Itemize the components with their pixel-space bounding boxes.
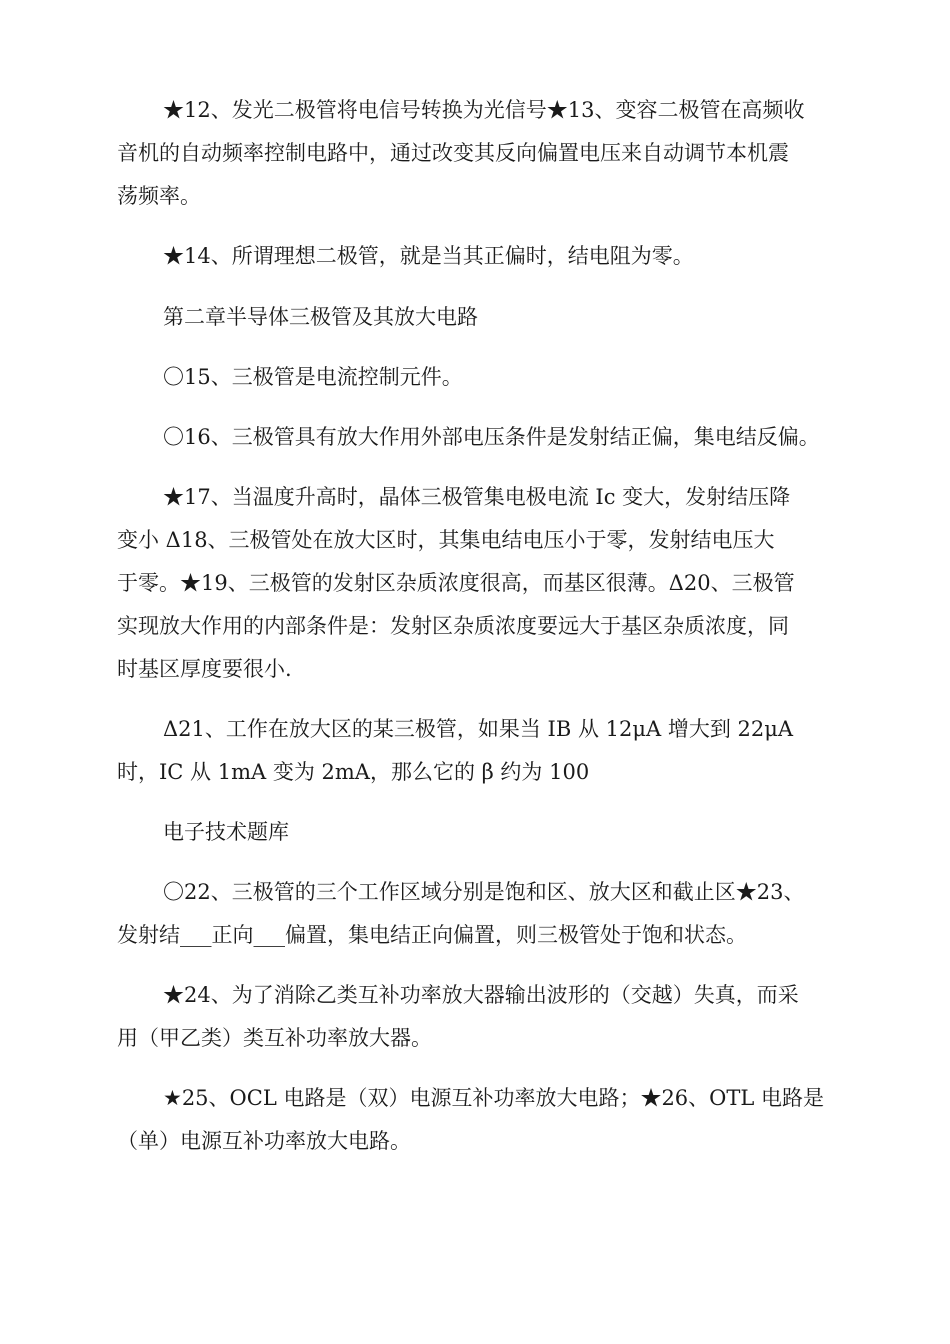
text-line: Δ21、工作在放大区的某三极管，如果当 IB 从 12μA 增大到 22μA (163, 717, 794, 741)
text-line: ★25、OCL 电路是（双）电源互补功率放大电路；★26、OTL 电路是 (163, 1086, 825, 1110)
text-line: 时，IC 从 1mA 变为 2mA，那么它的 β 约为 100 (117, 760, 590, 784)
text-line: 实现放大作用的内部条件是：发射区杂质浓度要远大于基区杂质浓度，同 (117, 614, 789, 638)
text-line: ★17、当温度升高时，晶体三极管集电极电流 Ic 变大，发射结压降 (163, 485, 791, 509)
text-line: （单）电源互补功率放大电路。 (117, 1129, 411, 1153)
text-line: 时基区厚度要很小. (117, 657, 292, 681)
text-line: 发射结___正向___偏置，集电结正向偏置，则三极管处于饱和状态。 (117, 923, 747, 947)
section-heading: 电子技术题库 (163, 820, 289, 844)
text-line: 〇15、三极管是电流控制元件。 (163, 365, 463, 389)
text-line: 变小 Δ18、三极管处在放大区时，其集电结电压小于零，发射结电压大 (117, 528, 775, 552)
text-line: 用（甲乙类）类互补功率放大器。 (117, 1026, 432, 1050)
text-line: 于零。★19、三极管的发射区杂质浓度很高，而基区很薄。Δ20、三极管 (117, 571, 795, 595)
text-line: ★14、所谓理想二极管，就是当其正偏时，结电阻为零。 (163, 244, 694, 268)
text-line: 〇22、三极管的三个工作区域分别是饱和区、放大区和截止区★23、 (163, 880, 805, 904)
text-line: 〇16、三极管具有放大作用外部电压条件是发射结正偏，集电结反偏。 (163, 425, 820, 449)
section-heading: 第二章半导体三极管及其放大电路 (163, 305, 478, 329)
text-line: 音机的自动频率控制电路中，通过改变其反向偏置电压来自动调节本机震 (117, 141, 789, 165)
text-line: ★24、为了消除乙类互补功率放大器输出波形的（交越）失真，而采 (163, 983, 799, 1007)
text-line: 荡频率。 (117, 184, 201, 208)
text-line: ★12、发光二极管将电信号转换为光信号★13、变容二极管在高频收 (163, 98, 805, 122)
